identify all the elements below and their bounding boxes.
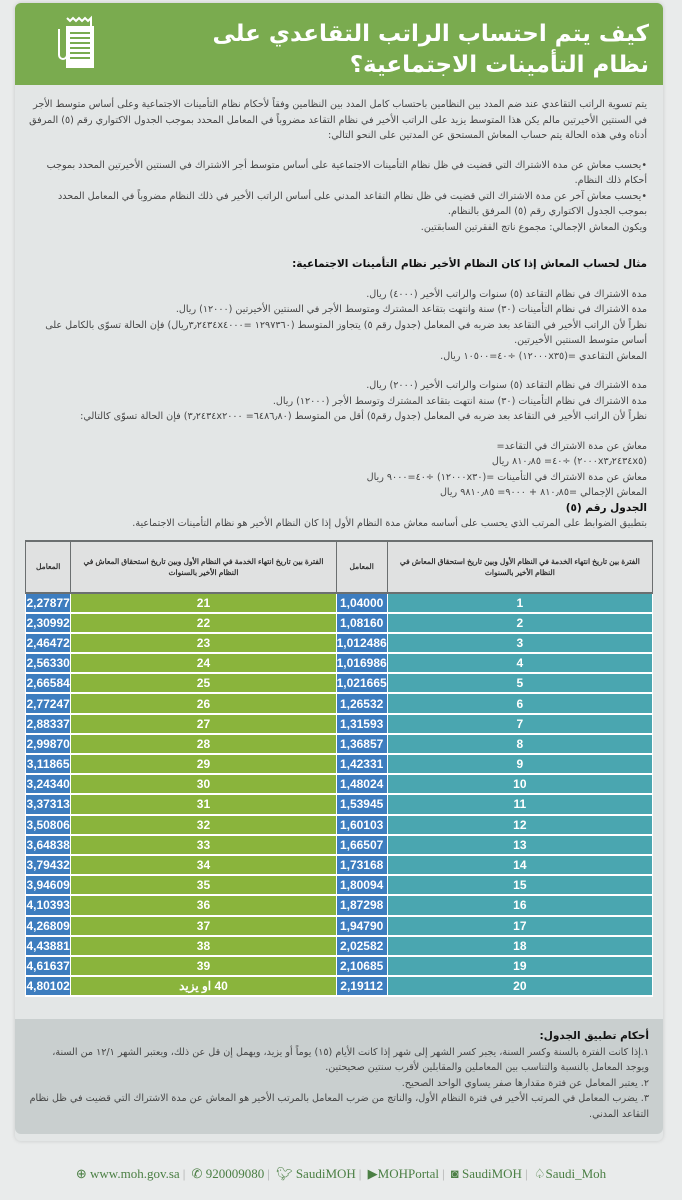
example-line: المعاش التقاعدي =(١٢٠٠٠x٣٥) ÷٤٠=١٠٥٠٠ ريال.	[440, 350, 647, 362]
infographic-card	[15, 3, 663, 1141]
coefficient-table	[25, 540, 653, 998]
content	[15, 85, 663, 532]
years-cell: 40 او يزيد	[71, 976, 336, 996]
table-row	[26, 774, 653, 794]
coefficient-cell: 3,50806	[26, 815, 71, 835]
table-row	[26, 593, 653, 613]
coefficient-cell: 3,64838	[26, 835, 71, 855]
example-line: نظراً لأن الراتب الأخير في التقاعد بعد ضربه في المعامل (جدول رقم٥) أقل من المتوسط (٦٤٨٦٫٨٠= ٣٫٢٤٣٤x٢٠٠٠) فإن الحالة تسوّى كالتالي:	[80, 411, 647, 422]
years-cell: 19	[387, 956, 652, 976]
table-row	[26, 613, 653, 633]
years-cell: 14	[387, 855, 652, 875]
table-row	[26, 734, 653, 754]
coefficient-cell: 2,10685	[336, 956, 387, 976]
coefficient-cell: 1,31593	[336, 714, 387, 734]
calc-line: معاش عن مدة الاشتراك في التأمينات =(١٢٠٠٠x٣٠) ÷٤٠=٩٠٠٠ ريال	[366, 471, 647, 483]
calc-line: معاش عن مدة الاشتراك في التقاعد=	[496, 440, 647, 452]
years-cell: 25	[71, 673, 336, 693]
phone-number[interactable]: 920009080	[205, 1166, 265, 1181]
table-row	[26, 714, 653, 734]
rule-item: ٢. يعتبر المعامل عن فترة مقدارها صفر يساوي الواحد الصحيح.	[401, 1077, 649, 1089]
method-item: ويكون المعاش الإجمالي: مجموع ناتج الفقرتين السابقتين.	[420, 221, 647, 233]
years-cell: 13	[387, 835, 652, 855]
table-row	[26, 673, 653, 693]
years-cell: 35	[71, 875, 336, 895]
intro-paragraph: يتم تسوية الراتب التقاعدي عند ضم المدد بين النظامين باحتساب كامل المدد بين النظامين وفقاً لأحكام نظام التأمينات الاجتماعية وعلى أساس متوسط الأجر في السنتين الأخيرتين مالم يكن هذا المتوسط يزيد على الراتب الأخير في نظام التقاعد مضروباً في المعامل المحدد بموجب الجدول الاكتواري رقم (٥) المرفق أدناه وفي هذه الحالة يتم حساب المعاش المستحق عن المدتين على النحو التالي:	[29, 99, 647, 141]
coefficient-cell: 2,27877	[26, 593, 71, 613]
page-title: كيف يتم احتساب الراتب التقاعدي على نظام التأمينات الاجتماعية؟	[212, 21, 649, 78]
years-cell: 7	[387, 714, 652, 734]
coefficient-cell: 1,53945	[336, 794, 387, 814]
snapchat-icon: ♤	[533, 1166, 546, 1181]
coefficient-cell: 1,04000	[336, 593, 387, 613]
coefficient-cell: 2,56330	[26, 653, 71, 673]
coefficient-cell: 4,10393	[26, 895, 71, 915]
years-cell: 28	[71, 734, 336, 754]
instagram-icon: ◙	[450, 1166, 459, 1181]
table-row	[26, 976, 653, 996]
years-cell: 11	[387, 794, 652, 814]
coefficient-cell: 3,24340	[26, 774, 71, 794]
coefficient-cell: 1,80094	[336, 875, 387, 895]
years-cell: 33	[71, 835, 336, 855]
table-row	[26, 936, 653, 956]
header-banner	[15, 3, 663, 85]
rules-section	[15, 1019, 663, 1134]
coefficient-cell: 4,61637	[26, 956, 71, 976]
table-row	[26, 895, 653, 915]
receipt-icon	[55, 15, 97, 73]
coefficient-cell: 3,37313	[26, 794, 71, 814]
table-row	[26, 815, 653, 835]
years-cell: 12	[387, 815, 652, 835]
years-cell: 2	[387, 613, 652, 633]
coefficient-cell: 1,73168	[336, 855, 387, 875]
coefficient-cell: 1,87298	[336, 895, 387, 915]
coefficient-cell: 1,26532	[336, 693, 387, 713]
coefficient-cell: 1,94790	[336, 916, 387, 936]
years-cell: 4	[387, 653, 652, 673]
years-cell: 21	[71, 593, 336, 613]
coefficient-cell: 4,43881	[26, 936, 71, 956]
coefficient-cell: 1,36857	[336, 734, 387, 754]
years-cell: 26	[71, 693, 336, 713]
years-cell: 32	[71, 815, 336, 835]
website-link[interactable]: www.moh.gov.sa	[90, 1166, 180, 1181]
rules-title: أحكام تطبيق الجدول:	[539, 1030, 649, 1043]
years-cell: 39	[71, 956, 336, 976]
calc-line: المعاش الإجمالي =٨١٠٫٨٥ + ٩٠٠٠= ٩٨١٠٫٨٥ ريال	[439, 487, 647, 498]
years-cell: 3	[387, 633, 652, 653]
table-row	[26, 693, 653, 713]
table-row	[26, 875, 653, 895]
youtube-link[interactable]: MOHPortal	[377, 1166, 440, 1181]
calc-line: (٢٠٠٠x٣٫٢٤٣٤x٥) ÷٤٠= ٨١٠٫٨٥ ريال	[491, 456, 647, 467]
years-cell: 27	[71, 714, 336, 734]
coefficient-cell: 1,48024	[336, 774, 387, 794]
years-cell: 23	[71, 633, 336, 653]
years-cell: 36	[71, 895, 336, 915]
snapchat-link[interactable]: Saudi_Moh	[545, 1166, 607, 1181]
years-cell: 6	[387, 693, 652, 713]
years-cell: 29	[71, 754, 336, 774]
coefficient-cell: 2,99870	[26, 734, 71, 754]
years-cell: 8	[387, 734, 652, 754]
coefficient-cell: 2,19112	[336, 976, 387, 996]
coefficient-cell: 1,012486	[336, 633, 387, 653]
years-cell: 5	[387, 673, 652, 693]
coefficient-cell: 3,11865	[26, 754, 71, 774]
coefficient-cell: 1,42331	[336, 754, 387, 774]
column-header: الفترة بين تاريخ انتهاء الخدمة في النظام الأول وبين تاريخ استحقاق المعاش في النظام الأخير بالسنوات	[387, 541, 652, 593]
coefficient-cell: 1,08160	[336, 613, 387, 633]
years-cell: 20	[387, 976, 652, 996]
coefficient-cell: 2,30992	[26, 613, 71, 633]
table-row	[26, 754, 653, 774]
years-cell: 17	[387, 916, 652, 936]
table-row	[26, 956, 653, 976]
column-header: المعامل	[336, 541, 387, 593]
column-header: الفترة بين تاريخ انتهاء الخدمة في النظام الأول وبين تاريخ استحقاق المعاش في النظام الأخير بالسنوات	[71, 541, 336, 593]
coefficient-cell: 1,021665	[336, 673, 387, 693]
coefficient-cell: 1,016986	[336, 653, 387, 673]
coefficient-cell: 1,66507	[336, 835, 387, 855]
years-cell: 16	[387, 895, 652, 915]
years-cell: 37	[71, 916, 336, 936]
table-row	[26, 835, 653, 855]
example-line: مدة الاشتراك في نظام التأمينات (٣٠) سنة انتهت بتقاعد المشترك وتوسط الأجر (١٢٠٠٠) ريال.	[272, 395, 647, 407]
coefficient-cell: 2,77247	[26, 693, 71, 713]
instagram-link[interactable]: SaudiMOH	[462, 1166, 522, 1181]
twitter-link[interactable]: SaudiMOH	[295, 1166, 356, 1181]
table-row	[26, 916, 653, 936]
phone-icon: ✆	[191, 1166, 203, 1181]
example-line: نظراً لأن الراتب الأخير في التقاعد بعد ضربه في المعامل (جدول رقم ٥) يتجاوز المتوسط (١٢٩٧٣٦٠ =٣٫٢٤٣٤x٤٠٠٠ريال) فإن الحالة تسوّى بالكامل على أساس متوسط السنتين الأخيرتين.	[45, 319, 647, 346]
method-item: •يحسب معاش آخر عن مدة الاشتراك التي قضيت في ظل نظام التقاعد المدني على أساس الراتب الأخير في ذلك النظام مضروباً في المعامل المحدد بموجب الجدول الاكتواري رقم (٥) المرفق بالنظام.	[57, 190, 647, 217]
twitter-icon: 🐦︎	[276, 1166, 293, 1181]
years-cell: 31	[71, 794, 336, 814]
years-cell: 10	[387, 774, 652, 794]
table-title: الجدول رقم (٥)	[565, 501, 647, 514]
youtube-icon: ▶	[367, 1166, 378, 1181]
table-row	[26, 794, 653, 814]
years-cell: 1	[387, 593, 652, 613]
coefficient-cell: 2,66584	[26, 673, 71, 693]
years-cell: 18	[387, 936, 652, 956]
coefficient-cell: 4,26809	[26, 916, 71, 936]
coefficient-cell: 4,80102	[26, 976, 71, 996]
example-line: مدة الاشتراك في نظام التأمينات (٣٠) سنة وانتهت بتقاعد المشترك ومتوسط الأجر في السنتين الأخيرتين (١٢٠٠٠) ريال.	[175, 304, 647, 315]
coefficient-cell: 1,60103	[336, 815, 387, 835]
table-row	[26, 633, 653, 653]
years-cell: 15	[387, 875, 652, 895]
rule-item: ١.إذا كانت الفترة بالسنة وكسر السنة، يجبر كسر الشهر إلى شهر إذا كانت الأيام (١٥) يوماً أو يزيد، ويهمل إن قل عن ذلك، ويعتبر الشهر ١٢/١ من السنة، ويوجد المعامل بالنسبة والتناسب بين المعاملين والمقابلين لأقرب سنتين صحيحتين.	[52, 1046, 649, 1074]
coefficient-cell: 2,88337	[26, 714, 71, 734]
coefficient-cell: 3,94609	[26, 875, 71, 895]
coefficient-cell: 2,02582	[336, 936, 387, 956]
footer-contacts: ⊕ www.moh.gov.sa | ✆ 920009080 | 🐦︎ SaudiMOH | ▶MOHPortal | ◙ SaudiMOH | ♤Saudi_Moh	[75, 1166, 607, 1181]
table-subtitle: بتطبيق الضوابط على المرتب الذي يحسب على أساسه معاش مدة النظام الأول إذا كان النظام الأخير هو نظام التأمينات الاجتماعية.	[132, 518, 647, 529]
years-cell: 24	[71, 653, 336, 673]
table-row	[26, 653, 653, 673]
years-cell: 38	[71, 936, 336, 956]
example-line: مدة الاشتراك في نظام التقاعد (٥) سنوات والراتب الأخير (٤٠٠٠) ريال.	[366, 288, 647, 300]
table-row	[26, 855, 653, 875]
rule-item: ٣. يضرب المعامل في المرتب الأخير في فترة النظام الأول، والناتج من ضرب المعامل بالمرتب الأخير هو المعاش عن مدة الاشتراك التي قضيت في ظل نظام التقاعد المدني.	[29, 1093, 649, 1120]
coefficient-cell: 2,46472	[26, 633, 71, 653]
years-cell: 34	[71, 855, 336, 875]
example-line: مدة الاشتراك في نظام التقاعد (٥) سنوات والراتب الأخير (٢٠٠٠) ريال.	[366, 380, 647, 391]
column-header: المعامل	[26, 541, 71, 593]
globe-icon: ⊕	[75, 1166, 87, 1181]
example-title: مثال لحساب المعاش إذا كان النظام الأخير نظام التأمينات الاجتماعية:	[292, 258, 647, 270]
years-cell: 9	[387, 754, 652, 774]
years-cell: 22	[71, 613, 336, 633]
method-item: •يحسب معاش عن مدة الاشتراك التي قضيت في ظل نظام التأمينات الاجتماعية على أساس متوسط أجر الاشتراك في السنتين الأخيرتين المحدد بموجب أحكام ذلك النظام.	[46, 159, 647, 186]
years-cell: 30	[71, 774, 336, 794]
coefficient-cell: 3,79432	[26, 855, 71, 875]
